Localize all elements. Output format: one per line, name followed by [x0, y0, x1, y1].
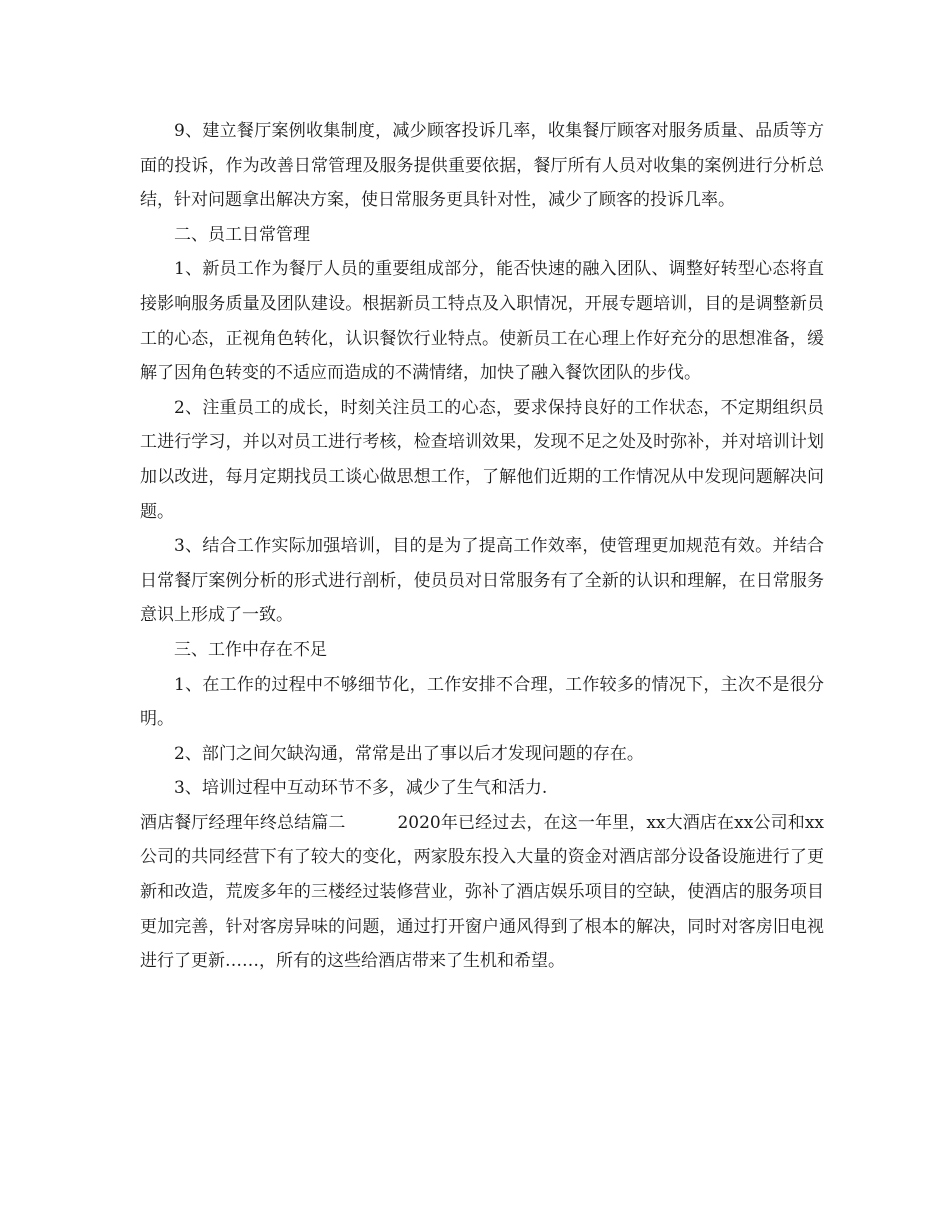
- paragraph-3-1: 1、在工作的过程中不够细节化，工作安排不合理，工作较多的情况下，主次不是很分明。: [140, 674, 824, 730]
- paragraph-2-2: 2、注重员工的成长，时刻关注员工的心态，要求保持良好的工作状态，不定期组织员工进行学习，并以对员工进行考核，检查培训效果，发现不足之处及时弥补，并对培训计划加以改进，每月定期找员工谈心做思想工作，了解他们近期的工作情况从中发现问题解决问题。: [140, 397, 824, 522]
- document-body: [140, 114, 824, 979]
- section-heading-2: 二、员工日常管理: [174, 224, 310, 245]
- section-heading-3: 三、工作中存在不足: [174, 639, 327, 660]
- article-intro: 2020年已经过去，在这一年里，xx大酒店在xx公司和xx公司的共同经营下有了较大的变化，两家股东投入大量的资金对酒店部分设备设施进行了更新和改造，荒废多年的三楼经过装修营业，弥补了酒店娱乐项目的空缺，使酒店的服务项目更加完善，针对客房异味的问题，通过打开窗户通风得到了根本的解决，同时对客房旧电视进行了更新……，所有的这些给酒店带来了生机和希望。: [140, 812, 824, 972]
- paragraph-2-3: 3、结合工作实际加强培训，目的是为了提高工作效率，使管理更加规范有效。并结合日常餐厅案例分析的形式进行剖析，使员员对日常服务有了全新的认识和理解，在日常服务意识上形成了一致。: [140, 536, 824, 626]
- article-title: 酒店餐厅经理年终总结篇二: [140, 812, 346, 833]
- paragraph-9: 9、建立餐厅案例收集制度，减少顾客投诉几率，收集餐厅顾客对服务质量、品质等方面的投诉，作为改善日常管理及服务提供重要依据，餐厅所有人员对收集的案例进行分析总结，针对问题拿出解决方案，使日常服务更具针对性，减少了顾客的投诉几率。: [140, 121, 824, 211]
- paragraph-3-3: 3、培训过程中互动环节不多，减少了生气和活力.: [174, 778, 548, 799]
- paragraph-3-2: 2、部门之间欠缺沟通，常常是出了事以后才发现问题的存在。: [174, 743, 644, 764]
- paragraph-2-1: 1、新员工作为餐厅人员的重要组成部分，能否快速的融入团队、调整好转型心态将直接影响服务质量及团队建设。根据新员工特点及入职情况，开展专题培训，目的是调整新员工的心态，正视角色转化，认识餐饮行业特点。使新员工在心理上作好充分的思想准备，缓解了因角色转变的不适应而造成的不满情绪，加快了融入餐饮团队的步伐。: [140, 259, 824, 384]
- final-paragraph: [140, 806, 824, 979]
